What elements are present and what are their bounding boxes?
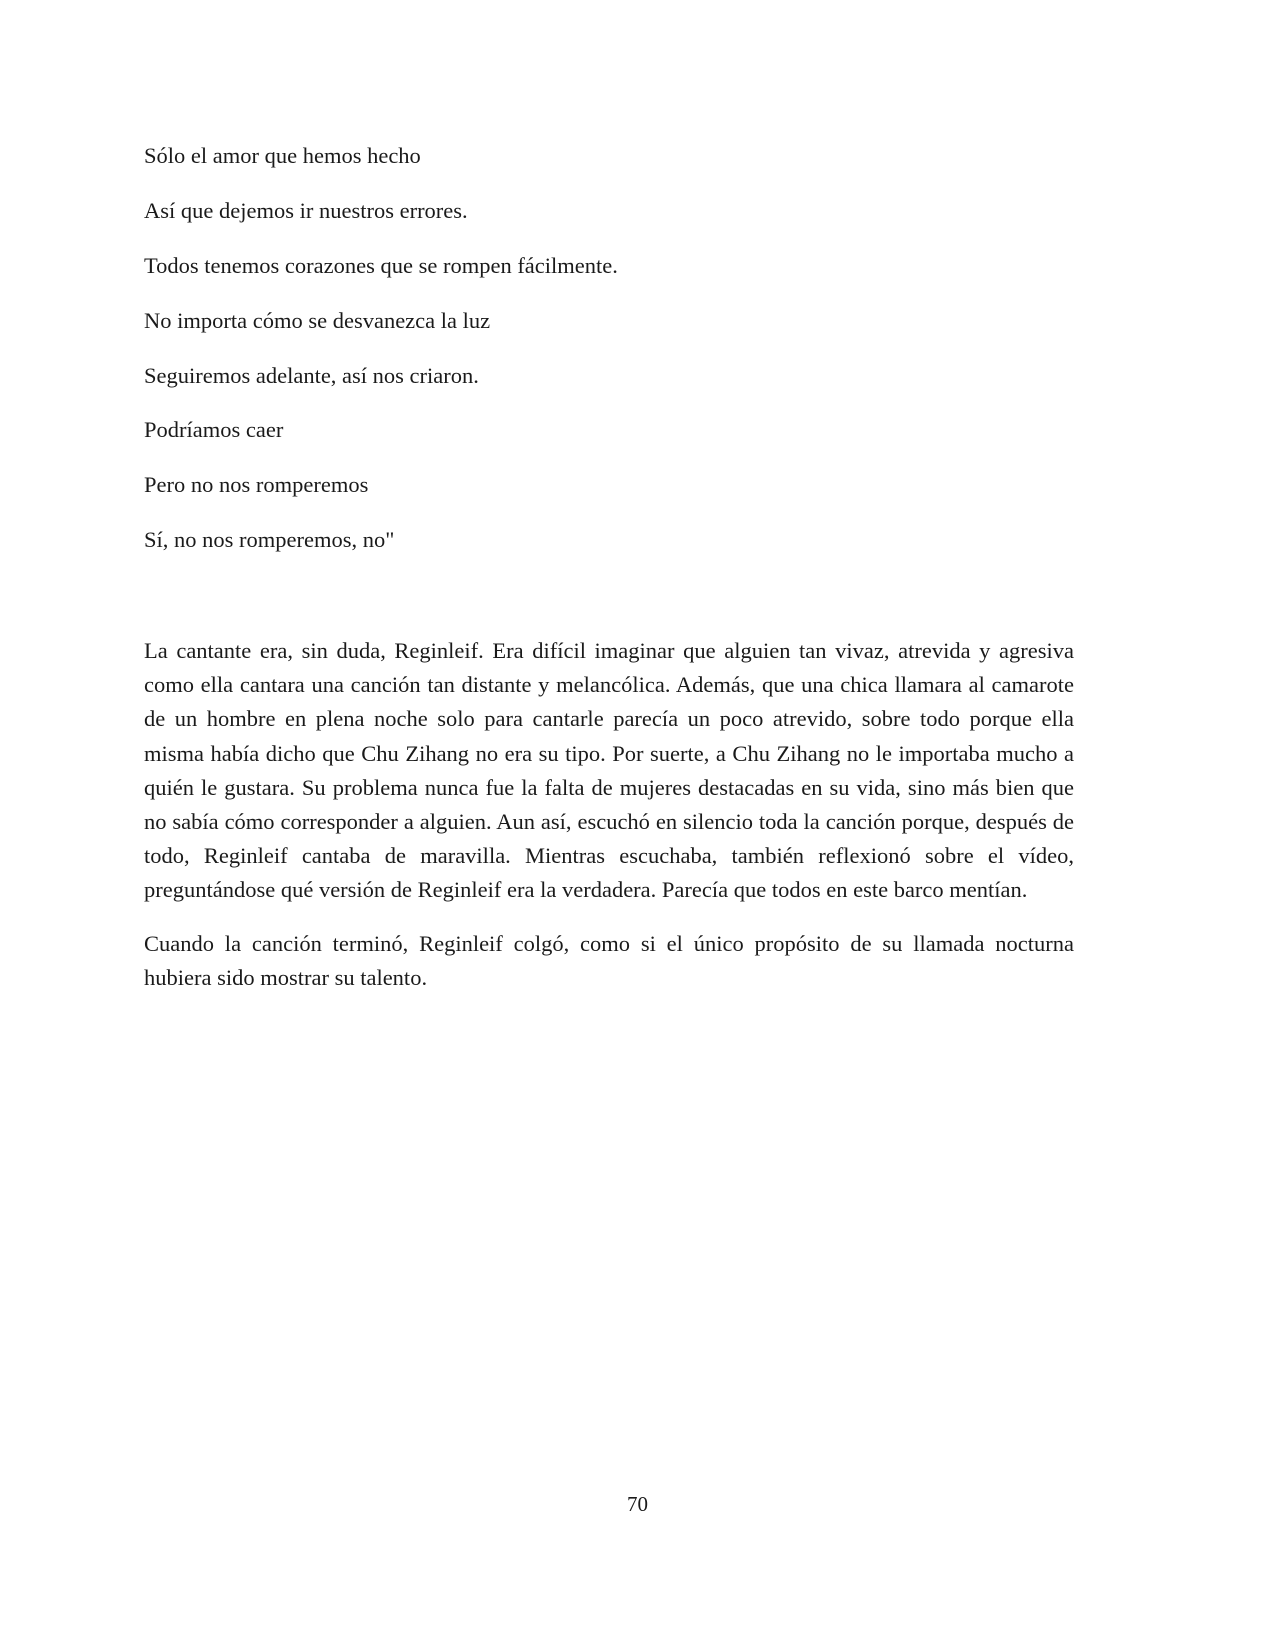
lyric-line: Todos tenemos corazones que se rompen fácilmente. — [144, 252, 618, 278]
lyric-line: Sólo el amor que hemos hecho — [144, 143, 421, 168]
body-text-block — [144, 634, 1074, 995]
lyric-line: Sí, no nos romperemos, no" — [144, 527, 395, 553]
paragraph: Cuando la canción terminó, Reginleif colgó, como si el único propósito de su llamada nocturna hubiera sido mostrar su talento. — [144, 930, 1074, 990]
lyric-line: Podríamos caer — [144, 417, 284, 443]
page-number: 70 — [627, 1492, 648, 1516]
paragraph: La cantante era, sin duda, Reginleif. Era difícil imaginar que alguien tan vivaz, atrevida y agresiva como ella cantara una canción tan distante y melancólica. Además, que una chica llamara al camarote de un hombre en plena noche solo para cantarle parecía un poco atrevido, sobre todo porque ella misma había dicho que Chu Zihang no era su tipo. Por suerte, a Chu Zihang no le importaba mucho a quién le gustara. Su problema nunca fue la falta de mujeres destacadas en su vida, sino más bien que no sabía cómo corresponder a alguien. Aun así, escuchó en silencio toda la canción porque, después de todo, Reginleif cantaba de maravilla. Mientras escuchaba, también reflexionó sobre el vídeo, preguntándose qué versión de Reginleif era la verdadera. Parecía que todos en este barco mentían. — [144, 638, 1074, 903]
lyric-line: Así que dejemos ir nuestros errores. — [144, 197, 468, 223]
lyric-line: No importa cómo se desvanezca la luz — [144, 307, 491, 333]
lyric-line: Seguiremos adelante, así nos criaron. — [144, 362, 479, 388]
lyrics-block — [144, 143, 1074, 553]
lyric-line: Pero no nos romperemos — [144, 472, 369, 498]
